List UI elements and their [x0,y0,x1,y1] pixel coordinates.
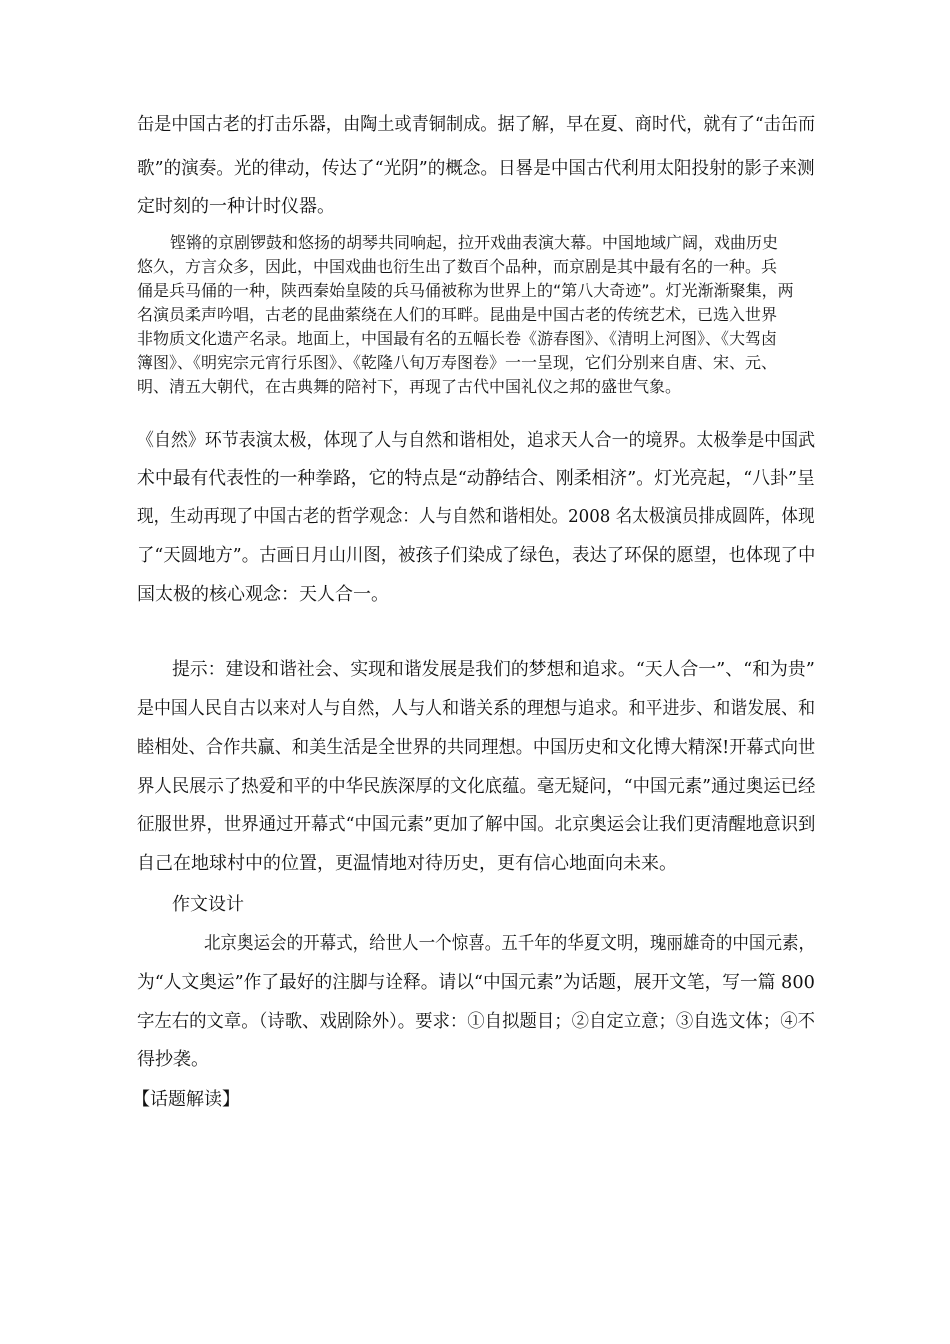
para1-line-1: 缶是中国古老的打击乐器，由陶土或青铜制成。据了解，早在夏、商时代，就有了“击缶而 [137,114,816,135]
tip-line-4: 界人民展示了热爱和平的中华民族深厚的文化底蕴。毫无疑问，“中国元素”通过奥运已经 [137,776,816,797]
para2-line-5: 国太极的核心观念：天人合一。 [137,584,389,605]
para1-line-3: 定时刻的一种计时仪器。 [137,196,335,217]
scanned-line-1: 铿锵的京剧锣鼓和悠扬的胡琴共同响起，拉开戏曲表演大幕。中国地域广阔，戏曲历史 [170,233,779,252]
tip-line-1: 提示：建设和谐社会、实现和谐发展是我们的梦想和追求。“天人合一”、“和为贵” [172,659,815,680]
task-line-2: 为“人文奥运”作了最好的注脚与诠释。请以“中国元素”为话题，展开文笔，写一篇 800 [137,972,815,993]
scanned-line-6: 簿图》、《明宪宗元宵行乐图》、《乾隆八旬万寿图卷》一一呈现，它们分别来自唐、宋、元、 [137,353,778,372]
scanned-line-4: 名演员柔声吟唱，古老的昆曲萦绕在人们的耳畔。昆曲是中国古老的传统艺术，已选入世界 [137,305,778,324]
tip-line-5: 征服世界，世界通过开幕式“中国元素”更加了解中国。北京奥运会让我们更清醒地意识到 [137,814,816,835]
task-line-4: 得抄袭。 [137,1049,209,1070]
section-title: 作文设计 [172,894,244,915]
task-line-3: 字左右的文章。（诗歌、戏剧除外）。要求：①自拟题目；②自定立意；③自选文体；④不 [137,1011,815,1032]
para2-line-3: 现，生动再现了中国古老的哲学观念：人与自然和谐相处。2008 名太极演员排成圆阵，体现 [137,506,815,527]
para2-line-2: 术中最有代表性的一种拳路，它的特点是“动静结合、刚柔相济”。灯光亮起，“八卦”呈 [137,468,815,489]
task-line-1: 北京奥运会的开幕式，给世人一个惊喜。五千年的华夏文明，瑰丽雄奇的中国元素， [204,933,815,954]
scanned-line-3: 俑是兵马俑的一种，陕西秦始皇陵的兵马俑被称为世界上的“第八大奇迹”。灯光渐渐聚集，两 [137,281,794,300]
topic-interpretation-heading: 【话题解读】 [132,1089,240,1110]
para1-line-2: 歌”的演奏。光的律动，传达了“光阴”的概念。日晷是中国古代利用太阳投射的影子来测 [137,158,815,179]
para2-line-1: 《自然》环节表演太极，体现了人与自然和谐相处，追求天人合一的境界。太极拳是中国武 [137,430,816,451]
scanned-line-5: 非物质文化遗产名录。地面上，中国最有名的五幅长卷《游春图》、《清明上河图》、《大驾卤 [137,329,778,348]
scanned-line-2: 悠久，方言众多，因此，中国戏曲也衍生出了数百个品种，而京剧是其中最有名的一种。兵 [137,257,778,276]
tip-line-6: 自己在地球村中的位置，更温情地对待历史，更有信心地面向未来。 [137,853,677,874]
scanned-line-7: 明、清五大朝代，在古典舞的陪衬下，再现了古代中国礼仪之邦的盛世气象。 [137,377,682,396]
para2-line-4: 了“天圆地方”。古画日月山川图，被孩子们染成了绿色，表达了环保的愿望，也体现了中 [137,545,816,566]
tip-line-3: 睦相处、合作共赢、和美生活是全世界的共同理想。中国历史和文化博大精深!开幕式向世 [137,737,816,758]
tip-line-2: 是中国人民自古以来对人与自然，人与人和谐关系的理想与追求。和平进步、和谐发展、和 [137,698,816,719]
